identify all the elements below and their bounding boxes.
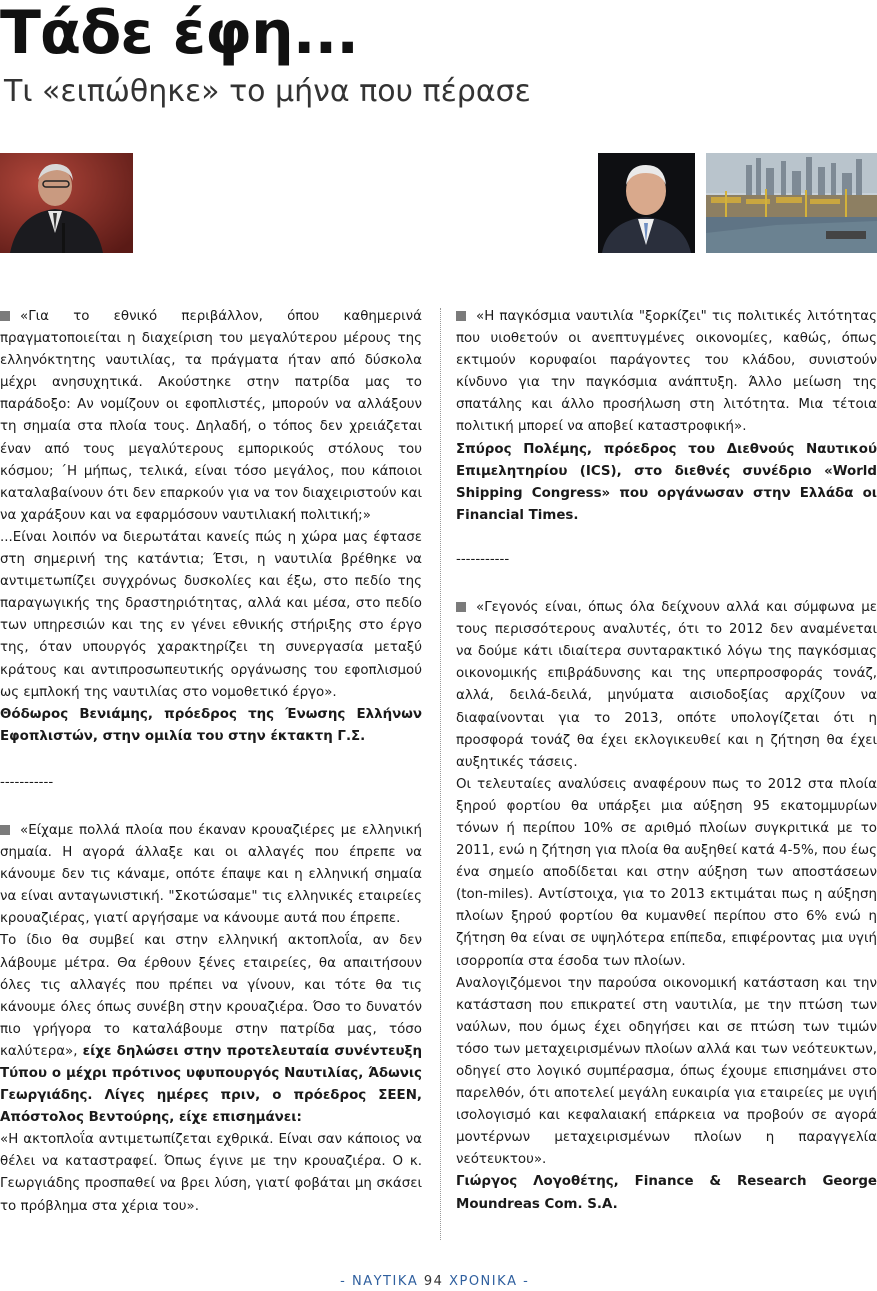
quote-byline: Θόδωρος Βενιάμης, πρόεδρος της Ένωσης Ελλήνων Εφοπλιστών, στην ομιλία του στην έκτακτη Γ.Σ.	[0, 706, 422, 744]
quote-byline: Γιώργος Λογοθέτης, Finance & Research George Moundreas Com. S.A.	[456, 1174, 877, 1212]
portrait-photo	[598, 153, 695, 253]
quote-paragraph: Αναλογιζόμενοι την παρούσα οικονομική κατάσταση και την κατάσταση που επικρατεί στη ναυτιλία, με την πτώση των ναύλων, που όμως έχει οδηγήσει και σε πτώση των τιμών τόσο των μεταχειρισμένων πλοίων αλλά και των νεότευκτων, οδηγεί στο λογικό συμπέρασμα, όπως έχουμε επισημάνει στο παρελθόν, ότι αποτελεί μεγάλη ευκαιρία για εταιρείες με υγιή ισολογισμό και κεφαλαιακή επάρκεια να προβούν σε αγορά μοντέρνων μεταχειρισμένων πλοίων η παραγγελία νεότευκτου».	[456, 975, 877, 1168]
quote-paragraph: «Για το εθνικό περιβάλλον, όπου καθημερινά πραγματοποιείται η διαχείριση του μεγαλύτερου μέρους της ελληνόκτητης ναυτιλίας, τα πράγματα ήταν από δύσκολα μέχρι ανησυχητικά. Ακούστηκε στην πατρίδα μας το παράδοξο: Αν νομίζουν οι εφοπλιστές, μπορούν να αλλάξουν τη σημαία στα πλοία τους. Δηλαδή, ο τόπος δεν χρειάζεται έναν από τους μεγαλύτερους εμπορικούς στόλους του κόσμου; ΄Η μήπως, τελικά, είναι τόσο μεγάλος, που κάποιοι καταλαβαίνουν ότι δεν επαρκούν για να τον διαχειριστούν και να χαράξουν και να εφαρμόσουν ναυτιλιακή πολιτική;»	[0, 309, 422, 523]
speaker-photo	[0, 153, 133, 253]
column-divider	[440, 308, 441, 1240]
quote-byline: Σπύρος Πολέμης, πρόεδρος του Διεθνούς Ναυτικού Επιμελητηρίου (ICS), στο διεθνές συνέδριο «World Shipping Congress» που οργάνωσαν στην Ελλάδα οι Financial Times.	[456, 441, 877, 523]
bullet-square-icon	[0, 311, 10, 321]
footer-left: - ΝΑΥΤΙΚΑ	[340, 1274, 419, 1289]
footer-right: ΧΡΟΝΙΚΑ -	[449, 1274, 530, 1289]
quote-paragraph: «Γεγονός είναι, όπως όλα δείχνουν αλλά και σύμφωνα με τους περισσότερους αναλυτές, ότι το 2012 δεν αναμένεται να δούμε κάτι ιδιαίτερα συνταρακτικό λόγω της παγκόσμιας οικονομικής επιβράδυνσης και της υπερπροσφοράς τονάζ, αλλά, δειλά-δειλά, μηνύματα αισιοδοξίας αρχίζουν να διαφαίνονται για το 2013, οπότε υπολογίζεται ότι η προσφορά τονάζ θα έχει εκλογικευθεί και η ζήτηση θα έχει αυξητικές τάσεις.	[456, 600, 877, 770]
port-skyline-photo	[706, 153, 877, 253]
quote-paragraph: Οι τελευταίες αναλύσεις αναφέρουν πως το 2012 στα πλοία ξηρού φορτίου θα υπάρξει μια αύξηση 95 εκατομμυρίων τόνων ή περίπου 10% σε αριθμό πλοίων συγκριτικά με το 2011, ενώ η ζήτηση για πλοία θα αυξηθεί κατά 4-5%, που έως ένα σημείο αποδίδεται και στην αύξηση των αποστάσεων (ton-miles). Αντίστοιχα, για το 2013 εκτιμάται πως η αύξηση πλοίων ξηρού φορτίου θα κυμανθεί περίπου στο 6% ενώ η ζήτηση θα είναι σε υψηλότερα επίπεδα, επιφέροντας μια υγιή ισορροπία στα έσοδα των πλοίων.	[456, 776, 877, 969]
left-column	[0, 306, 422, 1218]
separator: -----------	[456, 551, 510, 567]
page-subtitle: Τι «ειπώθηκε» το μήνα που πέρασε	[4, 74, 531, 109]
bullet-square-icon	[456, 311, 466, 321]
page-title: Τάδε έφη...	[0, 0, 359, 68]
bullet-square-icon	[456, 602, 466, 612]
quote-paragraph: «Η ακτοπλοΐα αντιμετωπίζεται εχθρικά. Είναι σαν κάποιος να θέλει να καταστραφεί. Όπως έγινε με την κρουαζιέρα. Ο κ. Γεωργιάδης προσπαθεί να βρει λύση, γιατί φοβάται μη σκάσει το πρόβλημα στα χέρια του».	[0, 1132, 422, 1214]
quote-paragraph: Το ίδιο θα συμβεί και στην ελληνική ακτοπλοΐα, αν δεν λάβουμε μέτρα. Θα έρθουν ξένες εταιρείες, θα απαιτήσουν όλες τις αλλαγές που πρέπει να γίνουν, και τότε θα τις κάνουμε όλες όπως συνέβη στην κρουαζιέρα. Όσο το δυνατόν πιο γρήγορα το καταλάβουμε στην πατρίδα μας, τόσο καλύτερα», είχε δηλώσει στην προτελευταία συνέντευξη Τύπου ο μέχρι πρότινος υφυπουργός Ναυτιλίας, Άδωνις Γεωργιάδης. Λίγες ημέρες πριν, ο πρόεδρος ΣΕΕΝ, Απόστολος Βεντούρης, είχε επισημάνει:	[0, 933, 422, 1126]
page-number: 94	[423, 1274, 444, 1289]
bullet-square-icon	[0, 825, 10, 835]
quote-paragraph: «Η παγκόσμια ναυτιλία "ξορκίζει" τις πολιτικές λιτότητας που υιοθετούν οι ανεπτυγμένες οικονομίες, καθώς, όπως εκτιμούν κορυφαίοι παράγοντες του κλάδου, συνιστούν κίνδυνο για την παγκόσμια ανάπτυξη. Άλλο μείωση της σπατάλης και άλλο προσήλωση στη λιτότητα. Μια τέτοια πολιτική μπορεί να αποβεί καταστροφική».	[456, 309, 877, 435]
right-column	[456, 306, 877, 1216]
quote-paragraph: ...Είναι λοιπόν να διερωτάται κανείς πώς η χώρα μας έφτασε στη σημερινή της κατάντια; Έτσι, η ναυτιλία βρέθηκε να αντιμετωπίζει συγχρόνως δυσκολίες και έξω, στο πεδίο της παραγωγικής της δραστηριότητας, αλλά και μέσα, στο πεδίο των υπηρεσιών και της εν γένει εθνικής στήριξης στο έργο της, όταν υπουργός χαρακτηρίζει τη συνεργασία μεταξύ κράτους και αντιπροσωπευτικής οργάνωσης του εφοπλισμού ως εμπλοκή της ναυτιλίας στο νομοθετικό έργο».	[0, 529, 422, 700]
page-footer	[0, 1274, 877, 1289]
separator: -----------	[0, 774, 54, 790]
quote-paragraph: «Είχαμε πολλά πλοία που έκαναν κρουαζιέρες με ελληνική σημαία. Η αγορά άλλαξε και οι αλλαγές που έπρεπε να κάνουμε δεν τις κάναμε, οπότε έπαψε και η ελληνική σημαία να είναι ανταγωνιστική. "Σκοτώσαμε" τις ελληνικές εταιρείες κρουαζιέρας, γιατί αργήσαμε να κάνουμε αυτά που έπρεπε.	[0, 822, 422, 927]
